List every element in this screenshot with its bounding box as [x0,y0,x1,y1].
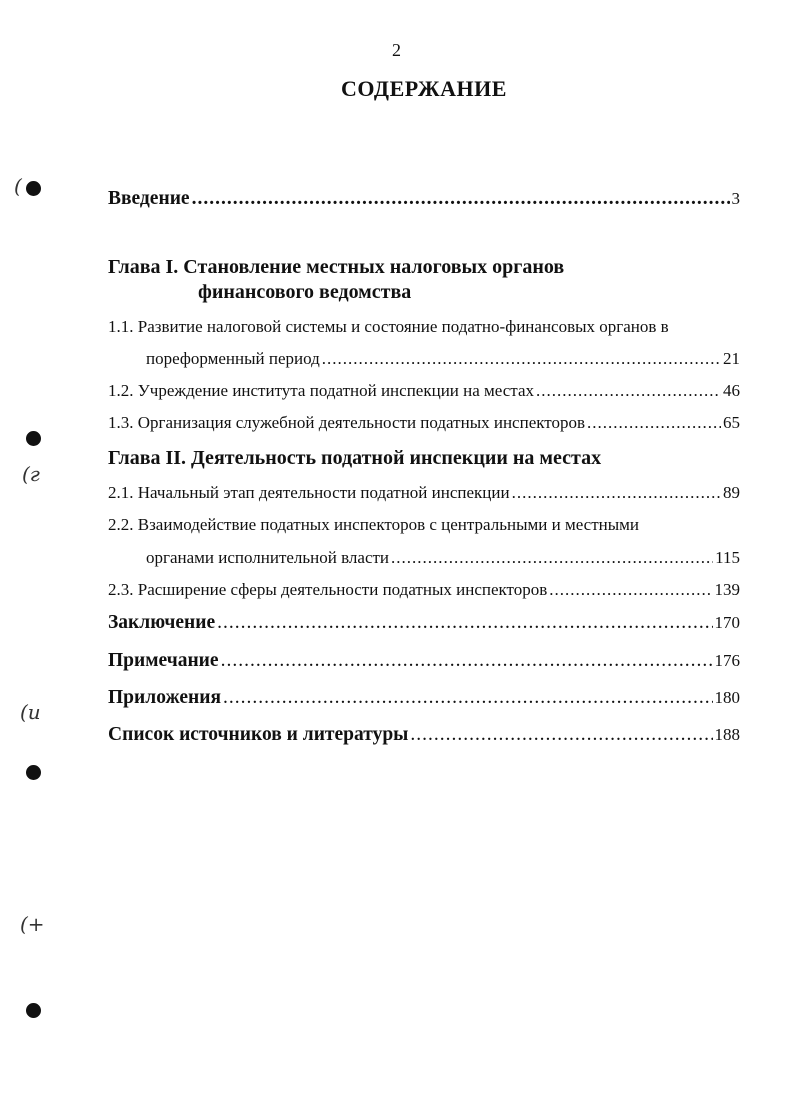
chapter-heading: Глава I. Становление местных налоговых органов [108,256,565,278]
dot-leader [391,548,713,568]
toc-entry-section[interactable] [108,413,740,433]
toc-entry-label: 1.2. Учреждение института податной инспекции на местах [108,381,534,400]
toc-entry-conclusion[interactable] [108,612,740,634]
binding-hole-dot [26,765,41,780]
toc-entry-page: 21 [723,349,740,368]
binding-hole-dot [26,431,41,446]
toc-entry-section[interactable] [108,580,740,600]
toc-entry-label: Приложения [108,687,222,708]
margin-handwritten-mark: (г [22,462,40,486]
toc-entry-label: Введение [108,188,190,209]
binding-hole-dot [26,181,41,196]
dot-leader [549,580,712,600]
dot-leader [217,612,712,634]
toc-entry-notes[interactable] [108,650,740,672]
toc-entry-label: Примечание [108,650,219,671]
toc-entry-page: 115 [715,548,740,567]
dot-leader [536,381,721,401]
page-title: СОДЕРЖАНИЕ [341,76,507,101]
toc-entry-page: 46 [723,381,740,400]
toc-entry-section[interactable] [108,483,740,503]
toc-entry-label: Заключение [108,612,216,633]
toc-entry-section[interactable] [146,548,740,568]
page-number: 2 [392,40,401,60]
toc-entry-section[interactable] [108,381,740,401]
toc-entry-page: 170 [714,613,740,632]
dot-leader [221,650,713,672]
chapter-heading-continuation: финансового ведомства [198,281,412,303]
toc-entry-label: органами исполнительной власти [146,548,390,567]
toc-entry-appendices[interactable] [108,687,740,709]
toc-entry-page: 139 [714,580,740,599]
dot-leader [587,413,721,433]
dot-leader [322,349,721,369]
toc-section-text: 2.2. Взаимодействие податных инспекторов с центральными и местными [108,515,640,534]
toc-section-text: 1.1. Развитие налоговой системы и состояние податно-финансовых органов в [108,317,669,336]
dot-leader [223,687,712,709]
dot-leader [192,188,730,210]
margin-handwritten-mark: (+ [20,912,45,936]
toc-entry-sources[interactable] [108,724,740,746]
chapter-heading: Глава II. Деятельность податной инспекции на местах [108,447,602,469]
toc-entry-label: пореформенный период [146,349,320,368]
toc-entry-page: 180 [714,688,740,707]
toc-entry-label: Список источников и литературы [108,724,409,745]
toc-entry-label: 2.1. Начальный этап деятельности податной инспекции [108,483,510,502]
toc-entry-label: 2.3. Расширение сферы деятельности податных инспекторов [108,580,548,599]
toc-entry-section[interactable] [146,349,740,369]
dot-leader [512,483,721,503]
margin-handwritten-mark: (и [20,700,41,724]
margin-handwritten-mark: ( [14,174,22,198]
toc-entry-page: 89 [723,483,740,502]
toc-entry-page: 65 [723,413,740,432]
binding-hole-dot [26,1003,41,1018]
toc-entry-page: 3 [731,189,740,208]
toc-entry-intro[interactable] [108,188,740,210]
dot-leader [410,724,712,746]
toc-entry-label: 1.3. Организация служебной деятельности податных инспекторов [108,413,586,432]
toc-entry-page: 188 [714,725,740,744]
toc-entry-page: 176 [714,651,740,670]
